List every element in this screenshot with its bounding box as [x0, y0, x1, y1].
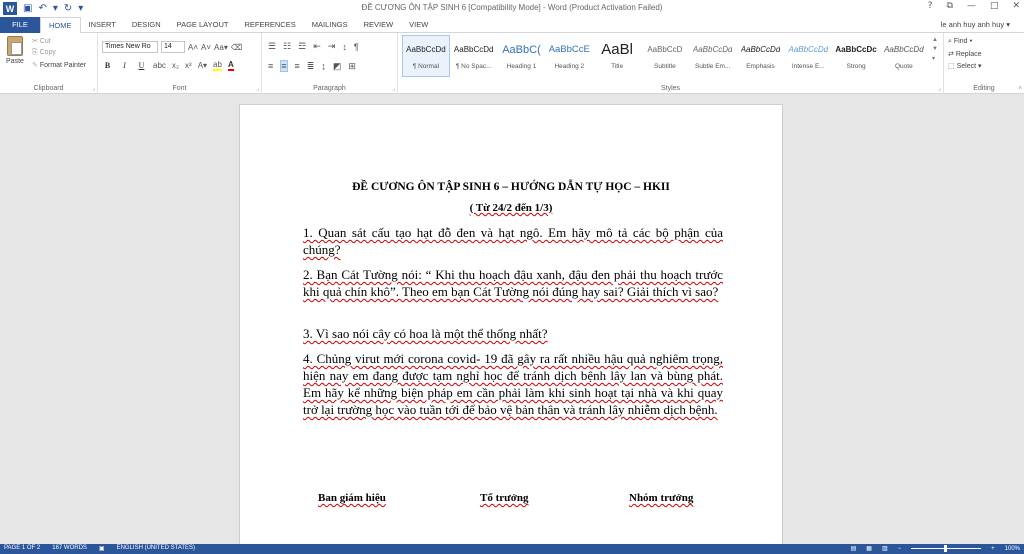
signature-team-leader	[480, 492, 528, 504]
grow-font-icon[interactable]: A˄	[188, 42, 199, 52]
window-controls	[928, 1, 1020, 11]
style-name: Emphasis	[746, 62, 775, 70]
align-right-icon[interactable]: ≡	[294, 61, 300, 71]
style-name: Subtitle	[654, 62, 676, 70]
word-logo-icon: W	[3, 2, 17, 15]
style-sample: AaBbCcDd	[740, 44, 781, 54]
document-page[interactable]	[239, 104, 783, 544]
tab-view[interactable]: VIEW	[409, 20, 429, 29]
question-text: 4. Chủng virut mới corona covid- 19 đã gây ra rất nhiều hậu quả nghiêm trọng, hiện nay em đang được tạm nghỉ học để tránh dịch bệnh lây lan và bùng phát. Em hãy kể những biện pháp em cần phải làm khi sinh hoạt tại nhà và khi quay trở lại trường học vào tuần tới để bảo vệ bản thân và tránh lây nhiễm dịch bệnh.	[303, 351, 723, 417]
page-count[interactable]: PAGE 1 OF 2	[4, 545, 41, 551]
tab-file[interactable]: FILE	[0, 17, 40, 33]
ribbon-home	[0, 33, 1024, 94]
signature-group-leader	[629, 492, 693, 504]
align-left-icon[interactable]: ≡	[268, 61, 274, 71]
status-bar	[0, 544, 1024, 554]
shading-icon[interactable]: ◩	[332, 60, 342, 71]
close-button[interactable]: ✕	[1012, 1, 1020, 11]
select-button[interactable]: ⬚ Select ▾	[948, 63, 982, 70]
styles-gallery	[402, 35, 942, 79]
language[interactable]: ENGLISH (UNITED STATES)	[116, 545, 196, 551]
style-no-spacing[interactable]	[450, 35, 498, 77]
style-name: Heading 2	[554, 62, 585, 70]
signature-label: Nhóm trưởng	[629, 492, 694, 504]
style-name: Strong	[846, 62, 866, 70]
ribbon-tabs	[0, 17, 1024, 33]
zoom-in-icon[interactable]: +	[991, 545, 995, 552]
cut-button[interactable]	[32, 37, 86, 45]
more-styles-icon[interactable]: ▾	[932, 56, 936, 62]
strikethrough-icon[interactable]: abc	[153, 61, 166, 70]
italic-button[interactable]: I	[123, 61, 126, 70]
minimize-button[interactable]: —	[966, 1, 976, 11]
tab-home[interactable]: HOME	[40, 17, 81, 34]
document-area[interactable]	[0, 94, 1024, 544]
paste-label: Paste	[6, 58, 24, 65]
font-name-box[interactable]: Times New Ro	[102, 41, 158, 53]
tab-references[interactable]: REFERENCES	[244, 20, 296, 29]
zoom-out-icon[interactable]: −	[897, 545, 902, 552]
document-subtitle	[240, 202, 782, 214]
clear-formatting-icon[interactable]: ⌫	[230, 42, 243, 52]
print-layout-icon[interactable]: ▦	[866, 546, 872, 552]
date-range: ( Từ 24/2 đến 1/3)	[469, 202, 553, 214]
question-text: 3. Vì sao nói cây có hoa là một thể thống nhất?	[303, 326, 548, 341]
style-sample: AaBbCcDd	[453, 44, 494, 54]
styles-group-label: Styles	[660, 85, 681, 92]
zoom-slider-thumb[interactable]	[944, 545, 947, 552]
ribbon-display-button[interactable]: ⧉	[946, 1, 953, 11]
bullets-icon[interactable]: ☰	[268, 41, 277, 51]
title-bar	[0, 0, 1024, 17]
style-name: Quote	[895, 62, 913, 70]
font-group	[98, 33, 262, 94]
style-quote[interactable]	[880, 35, 928, 77]
clipboard-icon	[7, 36, 23, 56]
user-name: le anh huy anh huy	[940, 20, 1005, 29]
style-emphasis[interactable]	[737, 35, 785, 77]
show-marks-icon[interactable]: ¶	[353, 41, 359, 52]
highlight-icon[interactable]: ab	[213, 60, 222, 69]
style-name: Subtle Em...	[694, 62, 731, 70]
clipboard-group-label: Clipboard	[33, 85, 64, 92]
style-sample: AaBbCcDc	[835, 44, 877, 54]
borders-icon[interactable]: ⊞	[348, 60, 356, 71]
line-spacing-icon[interactable]: ↨	[321, 61, 326, 71]
save-icon[interactable]: ▣	[23, 3, 33, 14]
increase-indent-icon[interactable]: ⇥	[327, 41, 336, 51]
select-label: Select	[956, 63, 977, 70]
select-icon: ⬚	[948, 63, 955, 70]
clipboard-launcher-icon[interactable]: ⌟	[92, 86, 95, 92]
document-title: ĐỀ CƯƠNG ÔN TẬP SINH 6 – HƯỚNG DẪN TỰ HỌC – HKII	[352, 181, 670, 193]
read-mode-icon[interactable]: ▤	[850, 546, 857, 552]
tab-page-layout[interactable]: PAGE LAYOUT	[176, 20, 229, 29]
find-button[interactable]: ⌕ Find ▾	[948, 38, 973, 45]
style-heading-2[interactable]	[545, 35, 593, 77]
format-painter-button[interactable]	[32, 61, 86, 69]
paste-button[interactable]	[4, 36, 26, 65]
shrink-font-icon[interactable]: A˅	[201, 42, 212, 52]
collapse-ribbon-icon[interactable]: ˄	[1018, 86, 1022, 92]
font-size-box[interactable]: 14	[161, 41, 185, 53]
style-sample: AaBbC(	[502, 43, 541, 56]
tab-review[interactable]: REVIEW	[363, 20, 394, 29]
style-sample: AaBbCcD	[647, 44, 683, 54]
question-1	[303, 224, 723, 258]
align-center-icon[interactable]: ≡	[281, 61, 287, 71]
change-case-icon[interactable]: Aa▾	[214, 42, 228, 52]
web-layout-icon[interactable]: ▥	[881, 546, 888, 552]
styles-launcher-icon[interactable]: ⌟	[938, 86, 941, 92]
maximize-button[interactable]: □	[989, 1, 999, 11]
style-sample: AaBbCcDd	[884, 44, 924, 54]
question-2	[303, 266, 723, 300]
paragraph-launcher-icon[interactable]: ⌟	[392, 86, 395, 92]
font-color-icon[interactable]: A	[227, 60, 234, 69]
tab-mailings[interactable]: MAILINGS	[311, 20, 348, 29]
proofing-icon[interactable]: ▣	[98, 546, 105, 552]
superscript-icon[interactable]: x²	[185, 61, 192, 70]
subscript-icon[interactable]: x₂	[171, 61, 180, 70]
style-sample: AaBbCcDd	[788, 44, 829, 54]
question-text: 1. Quan sát cấu tạo hạt đỗ đen và hạt ngô. Em hãy mô tả các bộ phận của chúng?	[303, 225, 723, 257]
question-3	[303, 325, 723, 342]
customize-qat-icon[interactable]: ▾	[78, 3, 84, 14]
style-name: Heading 1	[506, 62, 537, 70]
sort-icon[interactable]: ↕	[342, 41, 347, 52]
replace-label: Replace	[955, 51, 982, 58]
style-name: ¶ No Spac...	[455, 62, 492, 70]
word-count[interactable]: 167 WORDS	[52, 545, 87, 551]
zoom-level[interactable]: 100%	[1004, 545, 1020, 552]
copy-icon: ⎘	[32, 49, 38, 56]
zoom-slider[interactable]	[911, 548, 981, 549]
format-painter-label: Format Painter	[39, 62, 87, 69]
scissors-icon: ✂	[32, 38, 38, 45]
style-name: Title	[611, 62, 624, 70]
signature-label: Tổ trưởng	[480, 492, 529, 504]
style-subtle-emphasis[interactable]	[689, 35, 737, 77]
editing-group-label: Editing	[973, 85, 995, 92]
replace-icon: ⇄	[948, 51, 954, 58]
question-text: 2. Bạn Cát Tường nói: “ Khi thu hoạch đậu xanh, đậu đen phải thu hoạch trước khi quả chín khô”. Theo em bạn Cát Tường nói đúng hay sai? Giải thích vì sao?	[303, 267, 723, 299]
style-name: Intense E...	[791, 62, 825, 70]
style-normal[interactable]	[402, 35, 450, 77]
text-effects-icon[interactable]: A▾	[197, 61, 208, 70]
style-sample: AaBbCcDd	[692, 44, 733, 54]
redo-icon[interactable]: ↻	[63, 3, 73, 14]
style-intense-emphasis[interactable]	[784, 35, 832, 77]
brush-icon: ✎	[32, 62, 38, 69]
style-sample: AaBbCcDd	[406, 44, 446, 54]
tab-insert[interactable]: INSERT	[88, 20, 116, 29]
style-name: ¶ Normal	[412, 62, 440, 70]
style-strong[interactable]	[832, 35, 880, 77]
find-label: Find	[953, 38, 968, 45]
question-4	[303, 350, 723, 418]
help-button[interactable]: ?	[927, 1, 933, 11]
multilevel-list-icon[interactable]: ☲	[298, 41, 307, 51]
font-launcher-icon[interactable]: ⌟	[256, 86, 259, 92]
bold-button[interactable]: B	[104, 61, 111, 70]
paragraph-group	[262, 33, 398, 94]
scroll-down-icon[interactable]: ▼	[932, 46, 938, 52]
styles-scroll[interactable]	[932, 37, 940, 62]
style-sample: AaBbCcE	[548, 43, 590, 55]
copy-label: Copy	[39, 49, 56, 56]
copy-button[interactable]	[32, 49, 86, 57]
style-heading-1[interactable]	[498, 35, 546, 77]
style-subtitle[interactable]	[641, 35, 689, 77]
justify-icon[interactable]: ≣	[306, 60, 315, 71]
scroll-up-icon[interactable]: ▲	[932, 37, 938, 43]
style-sample: AaBl	[601, 42, 633, 57]
cut-label: Cut	[39, 38, 51, 45]
paragraph-group-label: Paragraph	[313, 85, 346, 92]
replace-button[interactable]	[948, 50, 982, 58]
clipboard-group	[0, 33, 98, 94]
font-group-label: Font	[172, 85, 187, 92]
underline-button[interactable]: U	[138, 61, 145, 70]
signature-label: Ban giám hiệu	[318, 492, 386, 504]
signature-principal	[318, 492, 386, 504]
find-icon: ⌕	[948, 38, 952, 45]
dropdown-icon[interactable]: ▾	[52, 3, 58, 14]
undo-icon[interactable]: ↶	[38, 3, 47, 14]
window-title: ĐỀ CƯƠNG ÔN TẬP SINH 6 [Compatibility Mode] - Word (Product Activation Failed)	[361, 3, 663, 12]
user-account[interactable]: le anh huy anh huy ▾	[940, 20, 1010, 29]
numbering-icon[interactable]: ☷	[283, 41, 292, 51]
tab-design[interactable]: DESIGN	[131, 20, 161, 29]
style-title[interactable]	[593, 35, 641, 77]
decrease-indent-icon[interactable]: ⇤	[313, 41, 321, 51]
